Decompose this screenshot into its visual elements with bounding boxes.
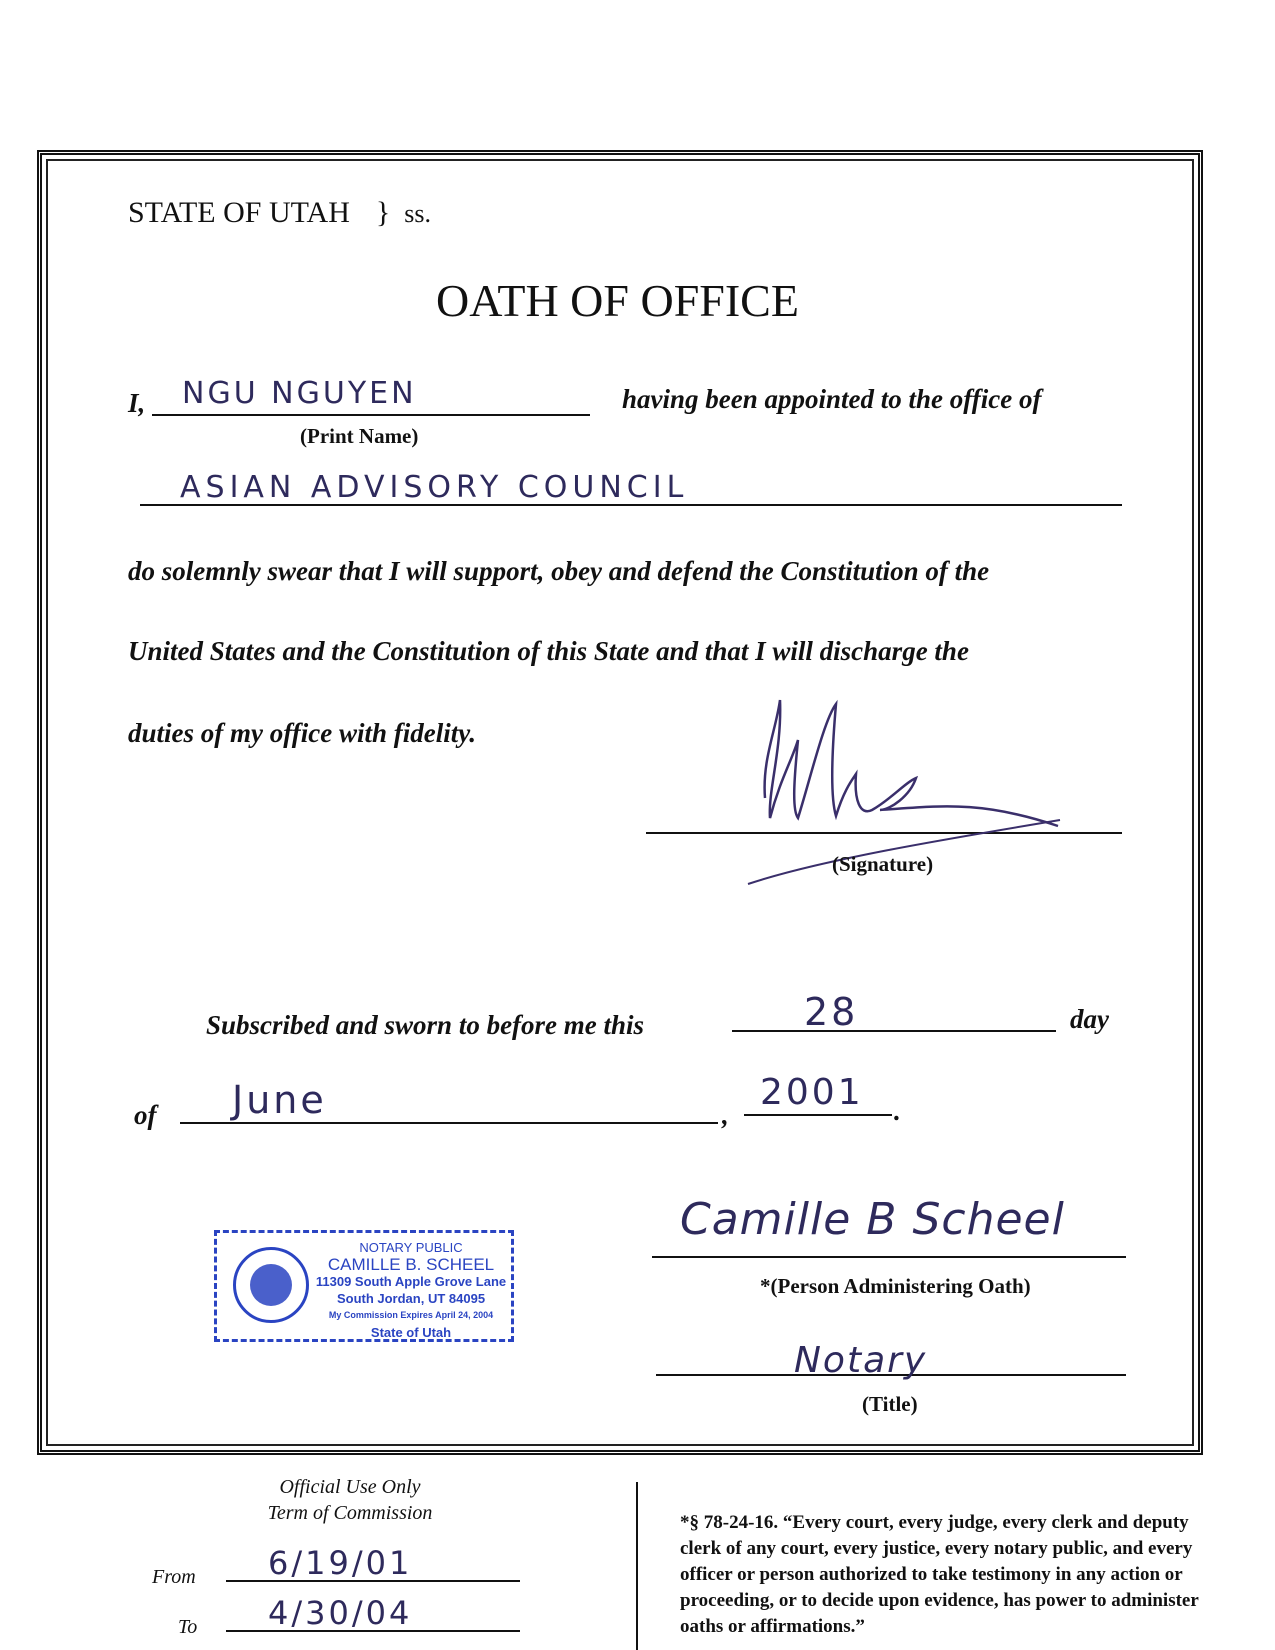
sworn-text: Subscribed and sworn to before me this (206, 1010, 645, 1040)
oath-line-1: do solemnly swear that I will support, obey and defend the Constitution of the (128, 556, 990, 586)
footer-divider (636, 1482, 638, 1650)
venue-line (128, 196, 431, 230)
intro-i: I, (128, 388, 146, 418)
print-name-caption: (Print Name) (300, 424, 419, 448)
day-field-value: 28 (804, 990, 859, 1034)
administering-caption: *(Person Administering Oath) (760, 1274, 1031, 1298)
stamp-line-2: CAMILLE B. SCHEEL (327, 1255, 495, 1274)
oath-line-2: United States and the Constitution of this State and that I will discharge the (128, 636, 969, 666)
from-field-value: 6/19/01 (268, 1544, 413, 1582)
month-line (180, 1122, 718, 1124)
stamp-line-5: My Commission Expires April 24, 2004 (328, 1310, 494, 1320)
official-use-heading: Official Use Only (279, 1476, 421, 1498)
stamp-line-3: 11309 South Apple Grove Lane (315, 1274, 507, 1289)
stamp-line-6: State of Utah (370, 1325, 452, 1340)
venue-state: STATE OF UTAH (128, 196, 350, 229)
year-field-value: 2001 (760, 1072, 864, 1113)
day-word: day (1070, 1004, 1109, 1034)
notary-seal-icon (233, 1247, 309, 1323)
venue-brace: } (375, 196, 391, 229)
administering-line (652, 1256, 1126, 1258)
signature-caption: (Signature) (832, 852, 934, 876)
notary-stamp (214, 1230, 514, 1342)
year-period: . (894, 1096, 901, 1126)
page-title: OATH OF OFFICE (436, 275, 799, 326)
of-word: of (134, 1100, 157, 1130)
title-field-value: Notary (794, 1340, 928, 1381)
name-line (152, 414, 590, 416)
administrator-signature: Camille B Scheel (680, 1194, 1065, 1245)
stamp-line-1: NOTARY PUBLIC (359, 1240, 463, 1255)
stamp-line-4: South Jordan, UT 84095 (336, 1291, 486, 1306)
month-field-value: June (232, 1078, 327, 1122)
name-field-value: NGU NGUYEN (182, 376, 417, 411)
from-label: From (152, 1566, 196, 1588)
oath-line-3: duties of my office with fidelity. (128, 718, 476, 748)
term-of-commission-heading: Term of Commission (267, 1502, 433, 1524)
year-line (744, 1114, 892, 1116)
venue-ss: ss. (404, 199, 432, 228)
statute-text: *§ 78-24-16. “Every court, every judge, every clerk and deputy clerk of any court, every justice, every notary public, and every officer or person authorized to take testimony in any action or proceeding, or to decide upon evidence, has power to administer oaths or affirmations.” (680, 1512, 1199, 1637)
to-field-value: 4/30/04 (268, 1594, 413, 1632)
title-caption: (Title) (862, 1392, 918, 1416)
day-line (732, 1030, 1056, 1032)
appointed-text: having been appointed to the office of (622, 384, 1042, 414)
month-comma: , (722, 1100, 729, 1130)
to-label: To (178, 1616, 198, 1638)
office-field-value: ASIAN ADVISORY COUNCIL (180, 470, 689, 505)
